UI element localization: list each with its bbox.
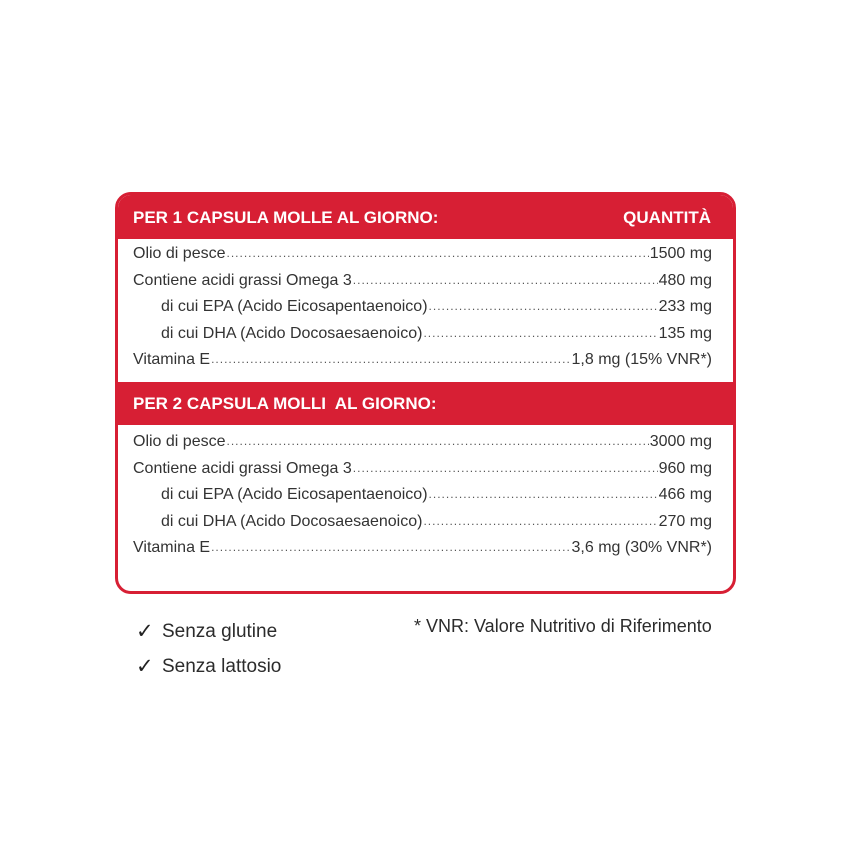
nutrient-label: Contiene acidi grassi Omega 3 (133, 459, 352, 477)
nutrient-row (133, 433, 712, 460)
dot-leader (353, 273, 658, 287)
nutrient-row (133, 460, 712, 487)
dot-leader (429, 487, 658, 501)
nutrition-panel (115, 192, 736, 594)
nutrient-value: 1,8 mg (15% VNR*) (571, 351, 712, 368)
nutrient-label: Vitamina E (133, 351, 211, 368)
vnr-footnote: * VNR: Valore Nutritivo di Riferimento (414, 616, 712, 636)
dot-leader (227, 434, 649, 448)
nutrient-label: Olio di pesce (133, 433, 226, 450)
nutrient-label: di cui EPA (Acido Eicosapentaenoico) (161, 298, 428, 315)
nutrient-value: 466 mg (658, 486, 712, 503)
nutrient-row (133, 298, 712, 325)
nutrient-value: 233 mg (658, 298, 712, 315)
section2-title: PER 2 CAPSULA MOLLI AL GIORNO: (133, 393, 437, 413)
section2-header (118, 382, 733, 425)
nutrient-label: di cui DHA (Acido Docosaesaenoico) (161, 512, 423, 530)
section1-title: PER 1 CAPSULA MOLLE AL GIORNO: (133, 208, 439, 227)
nutrient-row (133, 272, 712, 299)
nutrient-row (133, 539, 712, 566)
nutrient-label: di cui DHA (Acido Docosaesaenoico) (161, 324, 423, 342)
nutrient-row (133, 513, 712, 540)
checkmark-icon: ✓ (136, 620, 154, 643)
nutrient-value: 135 mg (658, 324, 712, 342)
checkmark-icon: ✓ (136, 655, 154, 678)
nutrient-row (133, 325, 712, 352)
nutrient-label: Olio di pesce (133, 245, 226, 262)
claim-label: Senza glutine (162, 620, 278, 642)
dot-leader (423, 326, 657, 340)
nutrient-row (133, 486, 712, 513)
nutrient-value: 3000 mg (649, 433, 712, 450)
nutrient-label: di cui EPA (Acido Eicosapentaenoico) (161, 486, 428, 503)
claims-list (136, 614, 281, 684)
nutrient-value: 270 mg (658, 512, 712, 530)
dot-leader (227, 246, 649, 260)
section2-rows (118, 425, 733, 566)
dot-leader (429, 299, 658, 313)
dot-leader (211, 352, 570, 366)
claim-lactose-free (136, 649, 281, 684)
nutrient-value: 3,6 mg (30% VNR*) (571, 539, 712, 556)
claim-gluten-free (136, 614, 281, 649)
dot-leader (423, 514, 657, 528)
dot-leader (211, 540, 570, 554)
section1-header (118, 195, 733, 239)
nutrient-value: 480 mg (658, 271, 712, 289)
nutrient-row (133, 245, 712, 272)
nutrient-value: 960 mg (658, 459, 712, 477)
nutrient-value: 1500 mg (649, 245, 712, 262)
nutrient-row (133, 351, 712, 378)
nutrient-label: Vitamina E (133, 539, 211, 556)
section1-rows (118, 239, 733, 382)
claim-label: Senza lattosio (162, 655, 282, 677)
quantity-header: QUANTITÀ (623, 208, 711, 227)
dot-leader (353, 461, 658, 475)
nutrient-label: Contiene acidi grassi Omega 3 (133, 271, 352, 289)
